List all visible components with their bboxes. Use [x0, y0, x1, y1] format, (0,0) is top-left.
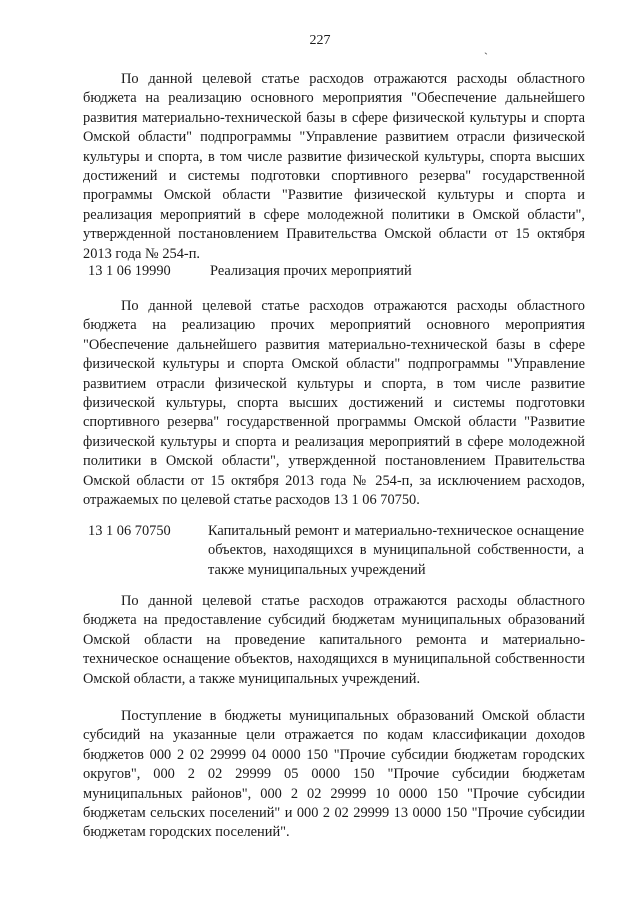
entry-code: 13 1 06 19990 — [88, 263, 171, 279]
paragraph-2: По данной целевой статье расходов отражаются расходы областного бюджета на реализацию прочих мероприятий основного мероприятия "Обеспечение дальнейшего развития материально-технической базы в сфере физической культуры и спорта Омской области" подпрограммы "Управление развитием отрасли физической культуры и спорта, в том числе развитие физической культуры, спорта высших достижений и системы подготовки спортивного резерва" государственной программы Омской области "Развитие физической культуры и спорта и реализация мероприятий в сфере молодежной политики в Омской области", утвержденной постановлением Правительства Омской области от 15 октября 2013 года № 254-п, за исключением расходов, отражаемых по целевой статье расходов 13 1 06 70750. — [83, 298, 585, 509]
stray-mark: ` — [484, 50, 488, 64]
entry-title: Реализация прочих мероприятий — [210, 263, 412, 279]
paragraph-3: По данной целевой статье расходов отражаются расходы областного бюджета на предоставление субсидий бюджетам муниципальных образований Омской области на проведение капитального ремонта и материально-техническое оснащение объектов, находящихся в муниципальной собственности Омской области, а также муниципальных учреждений. — [83, 593, 585, 687]
entry-code: 13 1 06 70750 — [88, 523, 171, 539]
paragraph-4: Поступление в бюджеты муниципальных образований Омской области субсидий на указанные цели отражается по кодам классификации доходов бюджетов 000 2 02 29999 04 0000 150 "Прочие субсидии бюджетам городских округов", 000 2 02 29999 05 0000 150 "Прочие субсидии бюджетам муниципальных районов", 000 2 02 29999 10 0000 150 "Прочие субсидии бюджетам сельских поселений" и 000 2 02 29999 13 0000 150 "Прочие субсидии бюджетам городских поселений". — [83, 708, 585, 841]
paragraph-1: По данной целевой статье расходов отражаются расходы областного бюджета на реализацию основного мероприятия "Обеспечение дальнейшего развития материально-технической базы в сфере физической культуры и спорта Омской области" подпрограммы "Управление развитием отрасли физической культуры и спорта, в том числе развитие физической культуры, спорта высших достижений и системы подготовки спортивного резерва" государственной программы Омской области "Развитие физической культуры и спорта и реализация мероприятий в сфере молодежной политики в Омской области", утвержденной постановлением Правительства Омской области от 15 октября 2013 года № 254-п. — [83, 71, 585, 262]
entry-title: Капитальный ремонт и материально-техническое оснащение объектов, находящихся в муниципальной собственности, а также муниципальных учреждений — [208, 523, 584, 578]
page-number: 227 — [309, 33, 331, 48]
